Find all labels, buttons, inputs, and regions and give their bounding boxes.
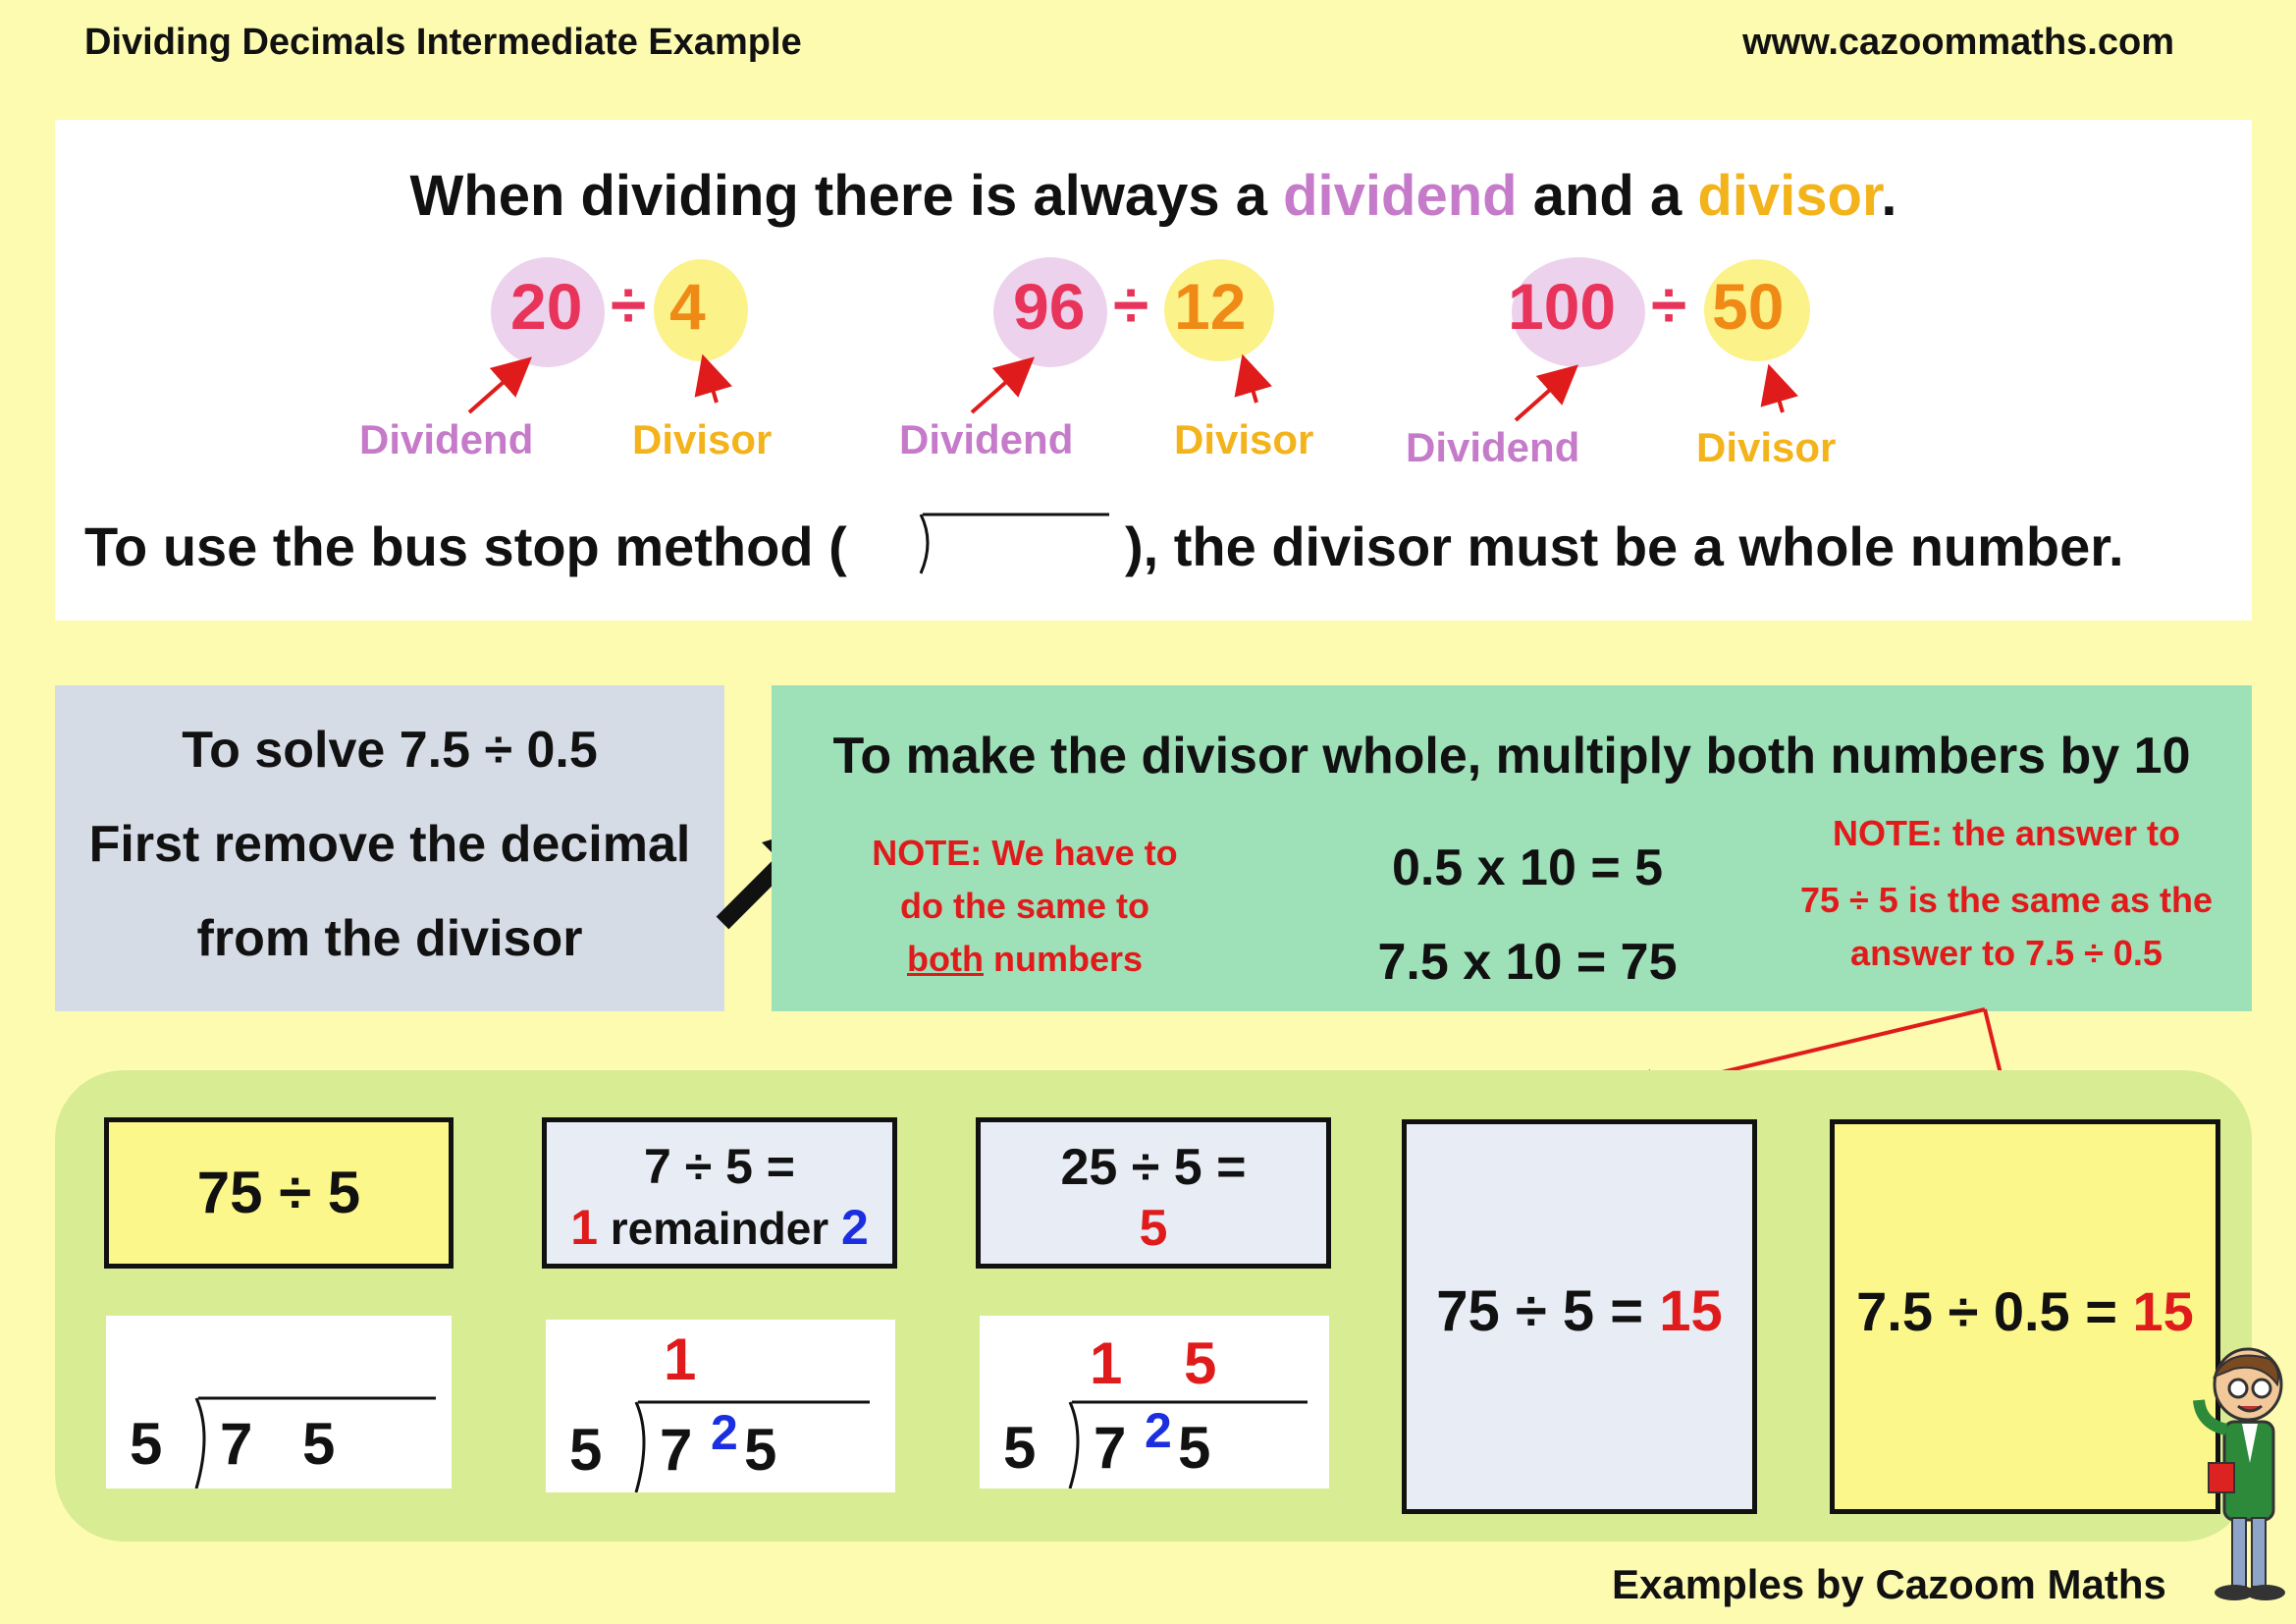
divide-sign: ÷	[1651, 268, 1687, 341]
note-left-line2: do the same to	[899, 886, 1150, 926]
quotient-digit: 1	[664, 1326, 697, 1392]
dividend-word: dividend	[1283, 164, 1518, 228]
result-answer: 15	[2132, 1280, 2194, 1342]
example-dividend: 100	[1508, 270, 1617, 343]
step-7-div-5-text: 7 ÷ 5 =	[644, 1139, 795, 1194]
divisor-digit: 5	[569, 1417, 603, 1483]
step1-line2: First remove the decimal	[88, 816, 691, 873]
dividend-digit: 5	[1178, 1415, 1211, 1481]
website-url: www.cazoommaths.com	[1742, 22, 2174, 63]
step1-panel	[55, 685, 724, 1011]
divisor-label: Divisor	[632, 416, 773, 462]
teacher-mascot-icon	[2179, 1345, 2296, 1610]
step-7-div-5-box	[542, 1117, 897, 1269]
quotient-digit: 1	[570, 1200, 598, 1255]
arrow-icon	[469, 367, 520, 412]
note-left-line1: NOTE: We have to	[872, 833, 1178, 873]
carry-digit: 2	[711, 1405, 738, 1460]
note-right-line3: answer to 7.5 ÷ 0.5	[1850, 933, 2163, 973]
quotient-digit: 5	[1139, 1200, 1168, 1257]
bus-stop-icon	[921, 514, 1109, 573]
divisor-digit: 5	[130, 1411, 163, 1477]
intro-panel	[55, 120, 2252, 621]
step2-panel	[772, 685, 2252, 1011]
remainder-word: remainder	[610, 1203, 829, 1254]
result-box-decimal	[1830, 1119, 2220, 1514]
bus-stop-step-1	[106, 1316, 452, 1489]
step-25-div-5-box	[976, 1117, 1331, 1269]
bus-stop-text-start: To use the bus stop method (	[84, 515, 847, 577]
intro-text-2: and a	[1532, 164, 1682, 228]
note-left-both: both	[906, 939, 984, 979]
equation-divisor: 0.5 x 10 = 5	[1391, 839, 1664, 896]
remainder-digit: 2	[841, 1200, 869, 1255]
step2-heading: To make the divisor whole, multiply both numbers by 10	[832, 728, 2191, 785]
dividend-label: Dividend	[899, 416, 1074, 462]
example-dividend: 96	[1013, 270, 1086, 343]
intro-text-1: When dividing there is always a	[409, 164, 1267, 228]
divisor-label: Divisor	[1696, 424, 1837, 470]
arrow-icon	[972, 367, 1023, 412]
example-divisor: 4	[669, 270, 706, 343]
arrow-icon	[1247, 369, 1256, 403]
intro-period: .	[1881, 164, 1897, 228]
note-left-line3: numbers	[992, 939, 1144, 979]
dividend-digit: 7	[1094, 1415, 1127, 1481]
example-divisor: 50	[1712, 270, 1785, 343]
arrow-icon	[1773, 379, 1783, 412]
dividend-label: Dividend	[1406, 424, 1580, 470]
divisor-label: Divisor	[1174, 416, 1314, 462]
bus-stop-step-2	[546, 1320, 895, 1492]
note-left	[870, 827, 1180, 986]
example-divisor: 12	[1174, 270, 1247, 343]
divide-sign: ÷	[1113, 268, 1149, 341]
result-answer: 15	[1659, 1279, 1723, 1343]
example-dividend: 20	[510, 270, 583, 343]
page-title: Dividing Decimals Intermediate Example	[84, 22, 802, 63]
equation-dividend: 7.5 x 10 = 75	[1377, 934, 1678, 991]
result-equation: 75 ÷ 5 =	[1436, 1279, 1644, 1343]
dividend-digit: 7	[660, 1417, 693, 1483]
dividend-label: Dividend	[359, 416, 534, 462]
bus-stop-text-end: ), the divisor must be a whole number.	[1125, 515, 2124, 577]
step1-line3: from the divisor	[196, 910, 583, 967]
result-box-whole	[1402, 1119, 1757, 1514]
note-right-line1: NOTE: the answer to	[1832, 813, 2181, 853]
quotient-digit: 1	[1090, 1330, 1123, 1396]
quotient-digit: 5	[1184, 1330, 1217, 1396]
step-25-div-5-text: 25 ÷ 5 =	[1060, 1139, 1247, 1196]
bus-stop-step-3	[980, 1316, 1329, 1489]
step1-line1: To solve 7.5 ÷ 0.5	[182, 722, 598, 779]
divide-sign: ÷	[611, 268, 647, 341]
dividend-digit: 5	[744, 1417, 777, 1483]
multiply-equations	[1282, 821, 1773, 1009]
carry-digit: 2	[1145, 1403, 1172, 1458]
footer-credit: Examples by Cazoom Maths	[1612, 1561, 2166, 1607]
dividend-digit: 7	[220, 1411, 253, 1477]
arrow-icon	[707, 369, 717, 403]
result-equation: 7.5 ÷ 0.5 =	[1856, 1280, 2117, 1342]
division-box: 75 ÷ 5	[104, 1117, 454, 1269]
divisor-word: divisor	[1697, 164, 1882, 228]
note-right-line2: 75 ÷ 5 is the same as the	[1800, 880, 2213, 920]
note-right	[1763, 807, 2250, 980]
arrow-icon	[1516, 375, 1567, 420]
dividend-digit: 5	[302, 1411, 336, 1477]
divisor-digit: 5	[1003, 1415, 1037, 1481]
